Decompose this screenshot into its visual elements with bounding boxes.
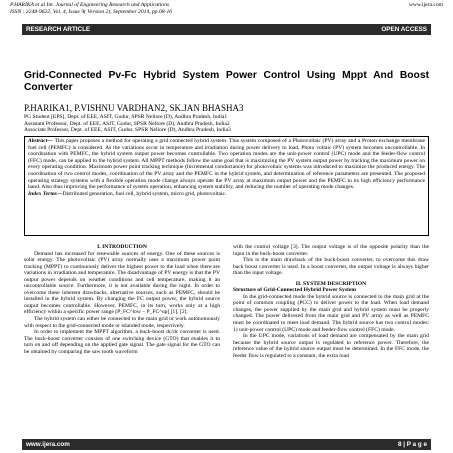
index-terms-label: Index Terms— bbox=[28, 190, 63, 197]
affiliation-1: PG Student [EPS], Dept. of EEE, ASIT, Gudur, SPSR Nellore (D), Andhra Pradesh, India1 bbox=[24, 114, 228, 120]
journal-website-link[interactable]: www.ijera.com bbox=[408, 2, 443, 8]
right-column bbox=[233, 244, 429, 359]
right-paragraph-2: This is the main drawback of the buck-boost converter, to overcome this draw back boost converter is used. In a boost converter, the output voltage is always higher than the input voltage. bbox=[233, 257, 429, 277]
affiliation-2: Assistant Professor, Dept. of EEE, ASIT, Gudur, SPSR Nellore (D), Andhra Pradesh, India2 bbox=[24, 120, 230, 127]
abstract-label: Abstract— bbox=[28, 138, 53, 144]
power-range-math: [P_FC^low – P_FC^up] bbox=[115, 309, 170, 316]
journal-citation-line1: P.HARIKA et al Int. Journal of Engineering Research and Applications bbox=[10, 2, 170, 8]
right-paragraph-4: In the UPC mode, variations of load demand are compensated by the main grid because the hybrid source output is regulated to reference power. Therefore, the reference value of the hybrid source output must be determined. In the FFC mode, the feeder flow is regulated to a constant, the extra load bbox=[233, 333, 429, 359]
intro-paragraph-1: Demand has increased for renewable sources of energy. One of these sources is solar energy. The photovoltaic (PV) array normally uses a maximum power point tracking (MPPT) to continuously deliver the highest power to the load when there are variations in irradiation and temperature. The disadvantage of PV energy is that the PV output power depends on weather conditions and cell temperature, making it an uncontrollable source. Furthermore, it is not available during the night. In order to overcome these inherent drawbacks, alternative sources, such as PEMFC, should be installed in the hybrid system. By changing the FC output power, the hybrid source output becomes controllable. However, PEMFC, in its turn, works only at a high efficiency within a specific power range [P_FC^low – P_FC^up] [1], [2]. bbox=[24, 250, 220, 316]
paper-authors: P.HARIKA1, P.VISHNU VARDHAN2, SK.JAN BHASHA3 bbox=[24, 103, 244, 113]
page-number: 8 | P a g e bbox=[398, 441, 427, 448]
author-affiliations bbox=[24, 114, 429, 134]
article-type-label: RESEARCH ARTICLE bbox=[26, 26, 91, 33]
section-heading-introduction: I. INTRODUCTION bbox=[97, 244, 147, 250]
right-paragraph-1: with the control voltage [3]. The output voltage is of the opposite polarity than the input in the buck-boost converter. bbox=[233, 244, 429, 257]
journal-header bbox=[10, 2, 443, 15]
power-range-refs: [1], [2]. bbox=[169, 309, 188, 316]
intro-paragraph-2: The hybrid system can either be connected to the main grid or work autonomously with respect to the grid-connected mode or islanded mode, respectively. bbox=[24, 316, 220, 329]
footer-website-link[interactable]: www.ijera.com bbox=[26, 441, 70, 448]
open-access-label: OPEN ACCESS bbox=[381, 26, 427, 33]
left-column bbox=[24, 244, 220, 355]
footer-bar bbox=[22, 439, 431, 450]
right-paragraph-3: In the grid-connected mode the hybrid source is connected to the main grid at the point of common coupling (PCC) to deliver power to the load. When load demand changes, the power supplied by the main grid and hybrid system must be properly changed. The power delivered from the main grid and PV array as well as PEMFC must be coordinated to meet load demand. The hybrid source has two control modes: 1) unit-power control (UPC) mode and feeder-flow control (FFC) mode. bbox=[233, 293, 429, 333]
article-type-bar bbox=[22, 24, 431, 35]
abstract-text: This paper proposes a method for operating a grid connected hybrid system. This system composed of a Photovoltaic (PV) array and a Proton exchange membrane fuel cell (PEMFC) is considered. As the variations occur in temperature and irradiation during power delivery to load, Photo voltaic (PV) system becomes uncontrollable. In coordination with PEMFC, the hybrid system output power becomes controllable. Two operation modes are the unit-power control (UPC) mode and the feeder-flow control (FFC) mode, can be applied to the hybrid system. All MPPT methods follow the same goal that is maximizing the PV system output power by tracking the maximum power on every operating condition. Maximum power point tracking technique (Incremental conductance) for photovoltaic systems was introduced to maximize the produced energy. The coordination of two control modes, coordination of the PV array and the PEMFC in the hybrid system, and determination of reference parameters are presented. The proposed operating strategy systems with a flexible operation mode change always operate the PV array at maximum output power and the PEMFC in its high efficiency performance band. Also thus improving the performance of system operation, enhancing system stability, and reducing the number of operating mode changes. bbox=[28, 138, 425, 191]
index-terms-text: Distributed generation, fuel cell, hybrid system, micro grid, photovoltaic. bbox=[62, 190, 227, 197]
abstract-box bbox=[24, 136, 429, 236]
subsection-heading-structure: Structure of Grid-Connected Hybrid Power System bbox=[233, 287, 356, 294]
paper-title: Grid-Connected Pv-Fc Hybrid System Power Control Using Mppt And Boost Converter bbox=[24, 70, 429, 94]
affiliation-3: Associate Professor, Dept. of EEE, ASIT, Gudur, SPSR Nellore (D), Andhra Pradesh, India3 bbox=[24, 127, 231, 133]
journal-citation-line2: ISSN : 2248-9622, Vol. 4, Issue 9( Version 2), September 2014, pp.08-16 bbox=[10, 8, 173, 15]
intro-paragraph-3: In order to implement the MPPT algorithm, a buck-boost dc/dc converter is used. The buck-boost converter consists of one switching device (GTO) that enables it to turn on and off depending on the applied gate signal. The gate signal for the GTO can be obtained by comparing the saw tooth waveform bbox=[24, 329, 220, 355]
section-heading-system-description: II. SYSTEM DESCRIPTION bbox=[295, 280, 367, 287]
